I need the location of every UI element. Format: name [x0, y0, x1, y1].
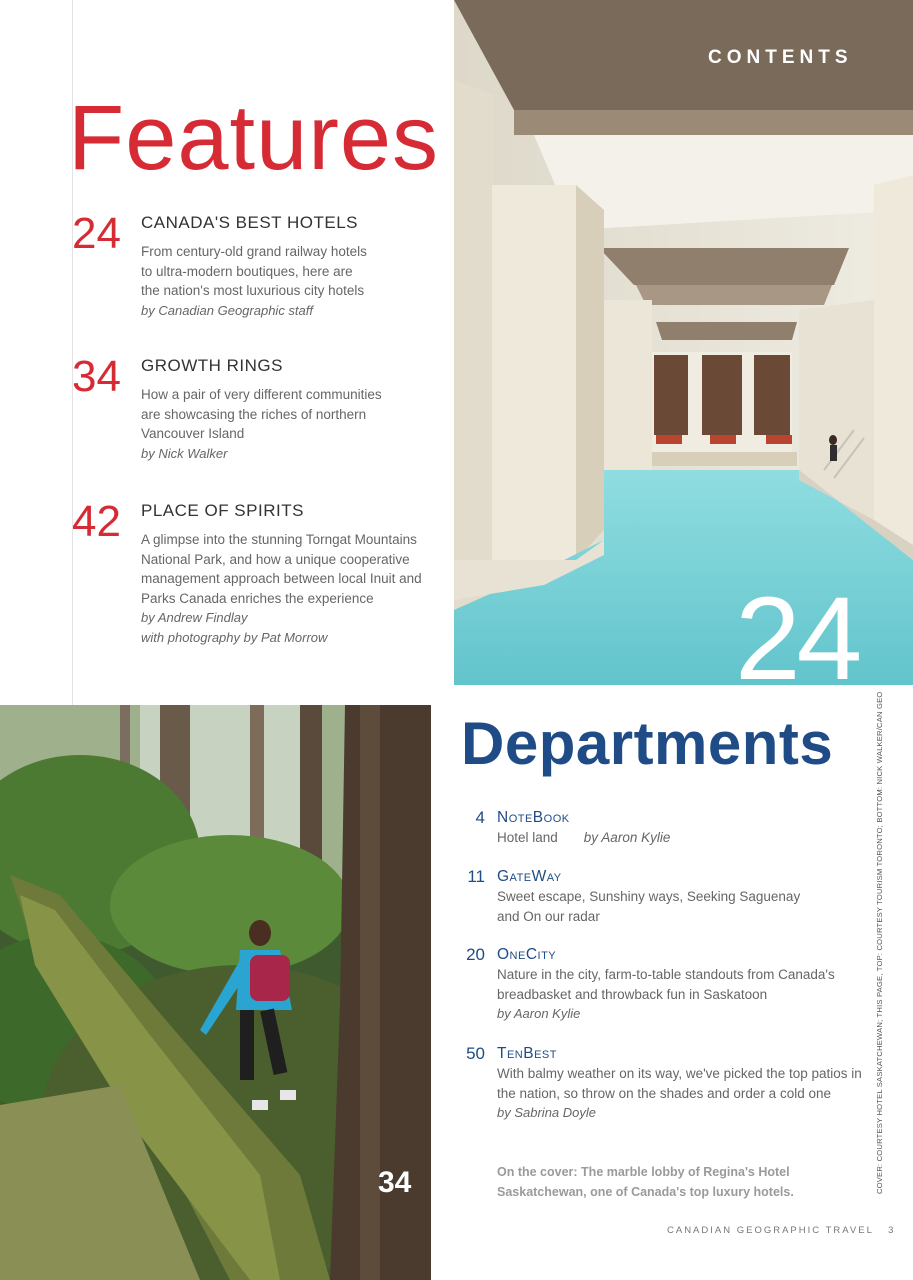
- department-description: Nature in the city, farm-to-table standouts from Canada's breadbasket and throwback fun in Saskatoon: [497, 967, 835, 1002]
- feature-byline: by Canadian Geographic staff: [141, 302, 313, 318]
- cover-note: On the cover: The marble lobby of Regina's Hotel Saskatchewan, one of Canada's top luxury hotels.: [497, 1165, 794, 1199]
- department-description: With balmy weather on its way, we've picked the top patios in the nation, so throw on the shades and order a cold one: [497, 1066, 862, 1101]
- feature-title[interactable]: PLACE OF SPIRITS: [141, 501, 304, 520]
- department-page-number: 4: [475, 808, 485, 827]
- feature-title[interactable]: CANADA'S BEST HOTELS: [141, 213, 358, 232]
- feature-page-number: 24: [72, 209, 121, 258]
- department-byline: by Aaron Kylie: [583, 830, 671, 845]
- department-title[interactable]: OneCity: [497, 946, 557, 963]
- department-page-number: 11: [467, 867, 485, 886]
- feature-byline: by Nick Walker: [141, 445, 228, 461]
- feature-description: From century-old grand railway hotels to ultra-modern boutiques, here are the nation's most luxurious city hotels: [141, 244, 367, 299]
- department-description: Hotel land by Aaron Kylie: [497, 830, 671, 845]
- publication-name: CANADIAN GEOGRAPHIC TRAVEL: [667, 1225, 874, 1236]
- page-footer: [667, 1225, 895, 1236]
- departments-heading: Departments: [461, 710, 834, 777]
- department-title[interactable]: GateWay: [497, 868, 562, 885]
- feature-description: How a pair of very different communities are showcasing the riches of northern Vancouver Island: [141, 387, 382, 442]
- forest-hiker-photo[interactable]: [0, 705, 431, 1280]
- feature-description: A glimpse into the stunning Torngat Mountains National Park, and how a unique cooperative management approach between local Inuit and Parks Canada enriches the experience: [141, 532, 422, 606]
- feature-byline: by Andrew Findlay: [141, 610, 248, 626]
- page-number: 3: [888, 1225, 896, 1236]
- forest-illustration: [0, 705, 431, 1280]
- feature-page-number: 42: [72, 497, 121, 546]
- features-heading: Features: [68, 87, 440, 189]
- department-byline: by Aaron Kylie: [497, 1006, 581, 1022]
- feature-photo-byline: with photography by Pat Morrow: [141, 630, 328, 646]
- feature-page-number: 34: [72, 352, 121, 401]
- hero-page-number[interactable]: 24: [735, 573, 859, 705]
- feature-title[interactable]: GROWTH RINGS: [141, 356, 283, 375]
- department-title[interactable]: NoteBook: [497, 809, 570, 826]
- photo-credit: COVER: COURTESY HOTEL SASKATCHEWAN; THIS PAGE, TOP: COURTESY TOURISM TORONTO; BOTTOM: NICK WALKER/CAN GEO: [875, 691, 884, 1194]
- department-title[interactable]: TenBest: [497, 1045, 557, 1062]
- contents-label: CONTENTS: [708, 47, 853, 68]
- department-description: Sweet escape, Sunshiny ways, Seeking Saguenay and On our radar: [497, 889, 801, 924]
- department-byline: by Sabrina Doyle: [497, 1105, 596, 1121]
- forest-page-number[interactable]: 34: [378, 1166, 412, 1199]
- department-page-number: 50: [466, 1044, 485, 1063]
- department-page-number: 20: [466, 945, 485, 964]
